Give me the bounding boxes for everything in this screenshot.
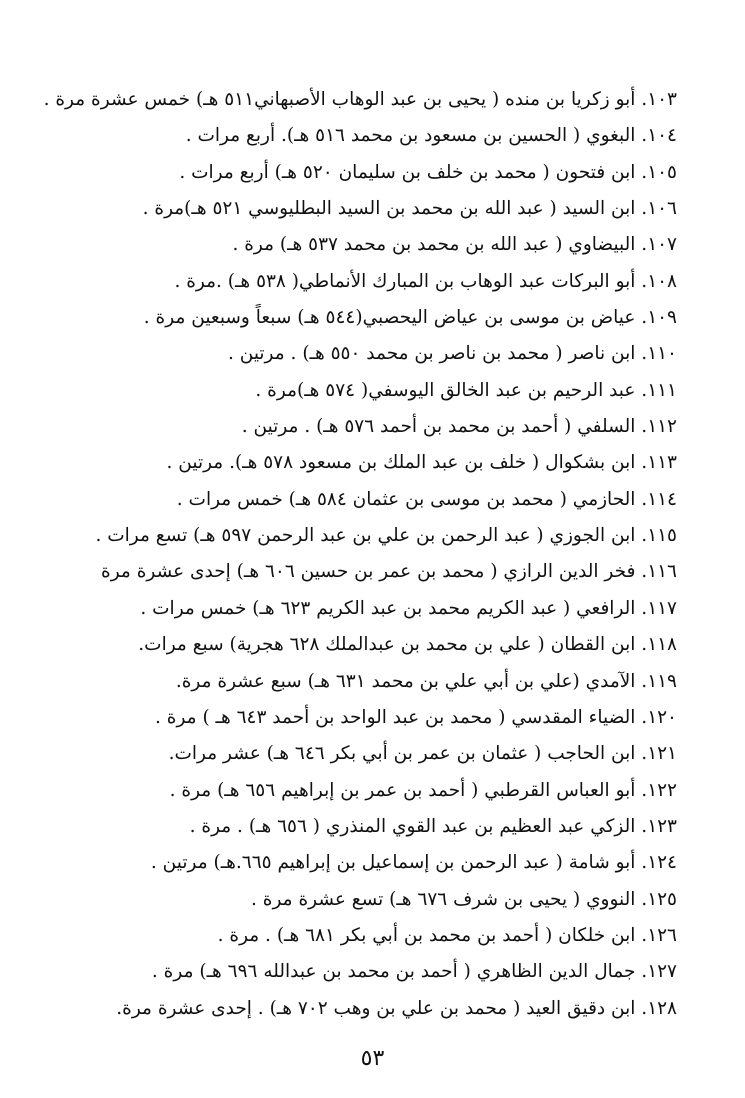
list-item: ١١٥. ابن الجوزي ( عبد الرحمن بن علي بن عبد الرحمن ٥٩٧ هـ) تسع مرات . <box>95 525 677 547</box>
list-item: ١٢٤. أبو شامة ( عبد الرحمن بن إسماعيل بن إبراهيم ٦٦٥.هـ) مرتين . <box>150 852 677 874</box>
list-item: ١١١. عبد الرحيم بن عبد الخالق اليوسفي( ٥٧٤ هـ)مرة . <box>255 379 677 401</box>
list-item: ١١٦. فخر الدين الرازي ( محمد بن عمر بن حسين ٦٠٦ هـ) إحدى عشرة مرة <box>101 561 677 583</box>
page-number: ٥٣ <box>360 1046 385 1071</box>
list-item: ١١٨. ابن القطان ( علي بن محمد بن عبدالملك ٦٢٨ هجرية) سبع مرات. <box>138 634 677 656</box>
list-item: ١٠٩. عياض بن موسى بن عياض اليحصبي(٥٤٤ هـ) سبعاً وسبعين مرة . <box>143 307 677 329</box>
list-item: ١١٤. الحازمي ( محمد بن موسى بن عثمان ٥٨٤ هـ) خمس مرات . <box>176 488 677 510</box>
list-item: ١٢٠. الضياء المقدسي ( محمد بن عبد الواحد بن أحمد ٦٤٣ هـ ) مرة . <box>155 706 677 728</box>
list-item: ١١٩. الآمدي (علي بن أبي علي بن محمد ٦٣١ هـ) سبع عشرة مرة. <box>175 670 677 692</box>
list-item: ١٢٥. النووي ( يحيى بن شرف ٦٧٦ هـ) تسع عشرة مرة . <box>251 888 677 910</box>
list-item: ١٢٨. ابن دقيق العيد ( محمد بن علي بن وهب ٧٠٢ هـ) . إحدى عشرة مرة. <box>116 997 677 1019</box>
list-item: ١٢١. ابن الحاجب ( عثمان بن عمر بن أبي بكر ٦٤٦ هـ) عشر مرات. <box>168 743 677 765</box>
list-item: ١٠٣. أبو زكريا بن منده ( يحيى بن عبد الوهاب الأصبهاني٥١١ هـ) خمس عشرة مرة . <box>43 89 677 110</box>
list-item: ١٠٨. أبو البركات عبد الوهاب بن المبارك الأنماطي( ٥٣٨ هـ) .مرة . <box>174 270 677 292</box>
list-item: ١١٧. الرافعي ( عبد الكريم محمد بن عبد الكريم ٦٢٣ هـ) خمس مرات . <box>140 597 677 619</box>
list-item: ١٢٧. جمال الدين الظاهري ( أحمد بن محمد بن عبدالله ٦٩٦ هـ) مرة . <box>151 961 677 983</box>
list-item: ١٠٦. ابن السيد ( عبد الله بن محمد بن السيد البطليوسي ٥٢١ هـ)مرة . <box>142 198 677 220</box>
list-item: ١١٣. ابن بشكوال ( خلف بن عبد الملك بن مسعود ٥٧٨ هـ). مرتين . <box>166 452 677 474</box>
list-item: ١٢٦. ابن خلكان ( أحمد بن محمد بن أبي بكر ٦٨١ هـ) . مرة . <box>217 924 677 946</box>
list-item: ١٢٣. الزكي عبد العظيم بن عبد القوي المنذري ( ٦٥٦ هـ) . مرة . <box>189 815 677 837</box>
list-item: ١١٠. ابن ناصر ( محمد بن ناصر بن محمد ٥٥٠ هـ) . مرتين . <box>227 343 677 365</box>
scholar-list <box>43 82 677 1027</box>
list-item: ١١٢. السلفي ( أحمد بن محمد بن أحمد ٥٧٦ هـ) . مرتين . <box>241 416 677 438</box>
list-item: ١٠٤. البغوي ( الحسين بن مسعود بن محمد ٥١٦ هـ). أربع مرات . <box>185 125 677 147</box>
list-item: ١٠٥. ابن فتحون ( محمد بن خلف بن سليمان ٥٢٠ هـ) أربع مرات . <box>179 161 677 183</box>
list-item: ١٢٢. أبو العباس القرطبي ( أحمد بن عمر بن إبراهيم ٦٥٦ هـ) مرة . <box>169 779 677 801</box>
list-item: ١٠٧. البيضاوي ( عبد الله بن محمد بن محمد ٥٣٧ هـ) مرة . <box>232 234 677 256</box>
